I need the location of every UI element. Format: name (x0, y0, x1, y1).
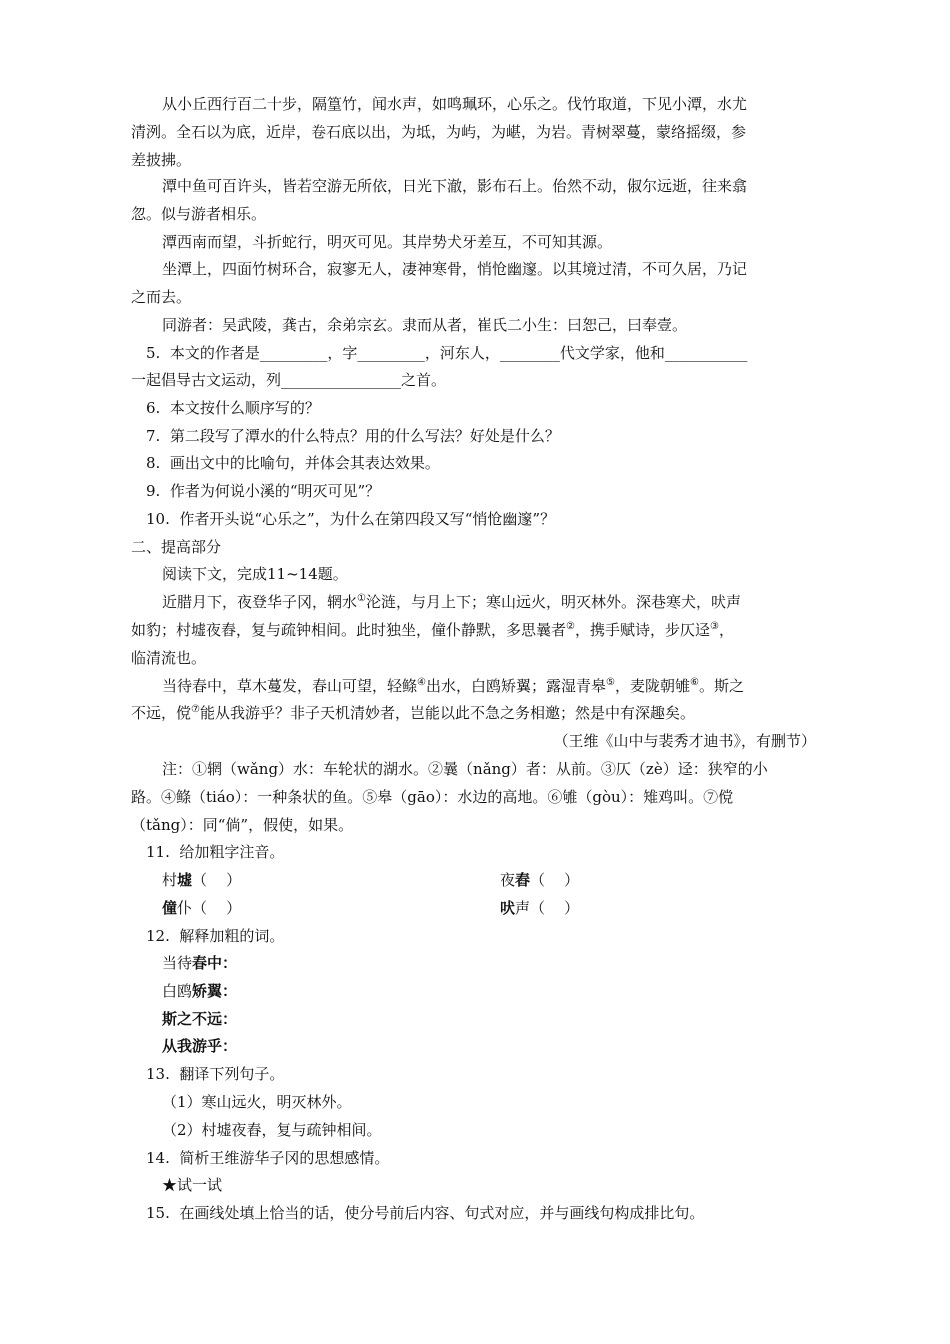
question-10: 10. 作者开头说“心乐之”，为什么在第四段又写“悄怆幽邃”？ (146, 510, 556, 528)
question-5-line2: 一起倡导古文运动，列________________之首。 (131, 371, 447, 389)
q11-item-4: 吠声（ ） (500, 899, 580, 917)
passage1-p4-line1: 坐潭上，四面竹树环合，寂寥无人，凄神寒骨，悄怆幽邃。以其境过清，不可久居，乃记 (162, 260, 748, 278)
notes-line2: 路。④鲦（tiáo）：一种条状的鱼。⑤皋（gāo）：水边的高地。⑥雊（gòu）：雉鸡叫。⑦傥 (131, 788, 734, 806)
try-it-heading: ★试一试 (162, 1176, 223, 1194)
notes-line3: （tǎng）：同“倘”，假使，如果。 (131, 816, 354, 834)
question-12: 12. 解释加粗的词。 (146, 927, 285, 945)
question-6: 6. 本文按什么顺序写的？ (146, 399, 320, 417)
q11-item-3: 僮仆（ ） (162, 899, 242, 917)
passage2-p1-line3: 临清流也。 (131, 649, 207, 667)
q11-item-1: 村墟（ ） (162, 871, 242, 889)
question-14: 14. 简析王维游华子冈的思想感情。 (146, 1149, 390, 1167)
q11-item-2: 夜舂（ ） (500, 871, 580, 889)
passage2-source: （王维《山中与裴秀才迪书》，有删节） (553, 732, 816, 750)
q13-item-1: （1）寒山远火，明灭林外。 (162, 1093, 352, 1111)
passage1-p1-line3: 差披拂。 (131, 151, 192, 169)
q12-item-3: 斯之不远： (162, 1010, 238, 1028)
passage1-p2-line2: 忽。似与游者相乐。 (131, 205, 267, 223)
passage1-p4-line2: 之而去。 (131, 288, 192, 306)
section2-instruction: 阅读下文，完成11~14题。 (162, 565, 348, 583)
passage1-p2-line1: 潭中鱼可百许头，皆若空游无所依，日光下澈，影布石上。佁然不动，俶尔远逝，往来翕 (162, 177, 748, 195)
question-5-line1: 5. 本文的作者是_________，字_________，河东人，________代文学家，他和___________ (146, 344, 748, 362)
section2-heading: 二、提高部分 (131, 538, 222, 556)
note-ref-1: ① (357, 593, 366, 604)
passage2-p2-line1: 当待春中，草木蔓发，春山可望，轻鲦④出水，白鸥矫翼；露湿青皋⑤，麦陇朝雊⑥。斯之 (162, 677, 744, 695)
note-ref-3: ③ (710, 621, 719, 632)
q12-item-4: 从我游乎： (162, 1037, 238, 1055)
q12-item-1: 当待春中： (162, 954, 238, 972)
notes-line1: 注：①辋（wǎng）水：车轮状的湖水。②曩（nǎng）者：从前。③仄（zè）迳：狭窄的小 (162, 760, 768, 778)
passage1-p1-line2: 清洌。全石以为底，近岸，卷石底以出，为坻，为屿，为嵁，为岩。青树翠蔓，蒙络摇缀，参 (131, 123, 747, 141)
note-ref-2: ② (566, 621, 575, 632)
passage2-p1-line1: 近腊月下，夜登华子冈，辋水①沦涟，与月上下；寒山远火，明灭林外。深巷寒犬，吠声 (162, 593, 741, 611)
question-15: 15. 在画线处填上恰当的话，使分号前后内容、句式对应，并与画线句构成排比句。 (146, 1204, 705, 1222)
passage2-p2-line2: 不远，傥⑦能从我游乎？非子天机清妙者，岂能以此不急之务相邀；然是中有深趣矣。 (131, 704, 695, 722)
passage1-p3-line1: 潭西南而望，斗折蛇行，明灭可见。其岸势犬牙差互，不可知其源。 (162, 233, 613, 251)
passage1-p1-line1: 从小丘西行百二十步，隔篁竹，闻水声，如鸣珮环，心乐之。伐竹取道，下见小潭，水尤 (162, 95, 748, 113)
q12-item-2: 白鸥矫翼： (162, 982, 238, 1000)
question-11: 11. 给加粗字注音。 (146, 843, 285, 861)
note-ref-5: ⑤ (606, 677, 615, 688)
question-9: 9. 作者为何说小溪的“明灭可见”？ (146, 482, 381, 500)
question-7: 7. 第二段写了潭水的什么特点？用的什么写法？好处是什么？ (146, 427, 560, 445)
q13-item-2: （2）村墟夜舂，复与疏钟相间。 (162, 1121, 382, 1139)
question-13: 13. 翻译下列句子。 (146, 1065, 285, 1083)
note-ref-7: ⑦ (191, 704, 200, 715)
passage2-p1-line2: 如豹；村墟夜舂，复与疏钟相间。此时独坐，僮仆静默，多思曩者②，携手赋诗，步仄迳③， (131, 621, 734, 639)
note-ref-4: ④ (417, 677, 426, 688)
question-8: 8. 画出文中的比喻句，并体会其表达效果。 (146, 454, 440, 472)
note-ref-6: ⑥ (689, 677, 699, 688)
passage1-p5-line1: 同游者：吴武陵，龚古，余弟宗玄。隶而从者，崔氏二小生：曰恕己，曰奉壹。 (162, 316, 688, 334)
